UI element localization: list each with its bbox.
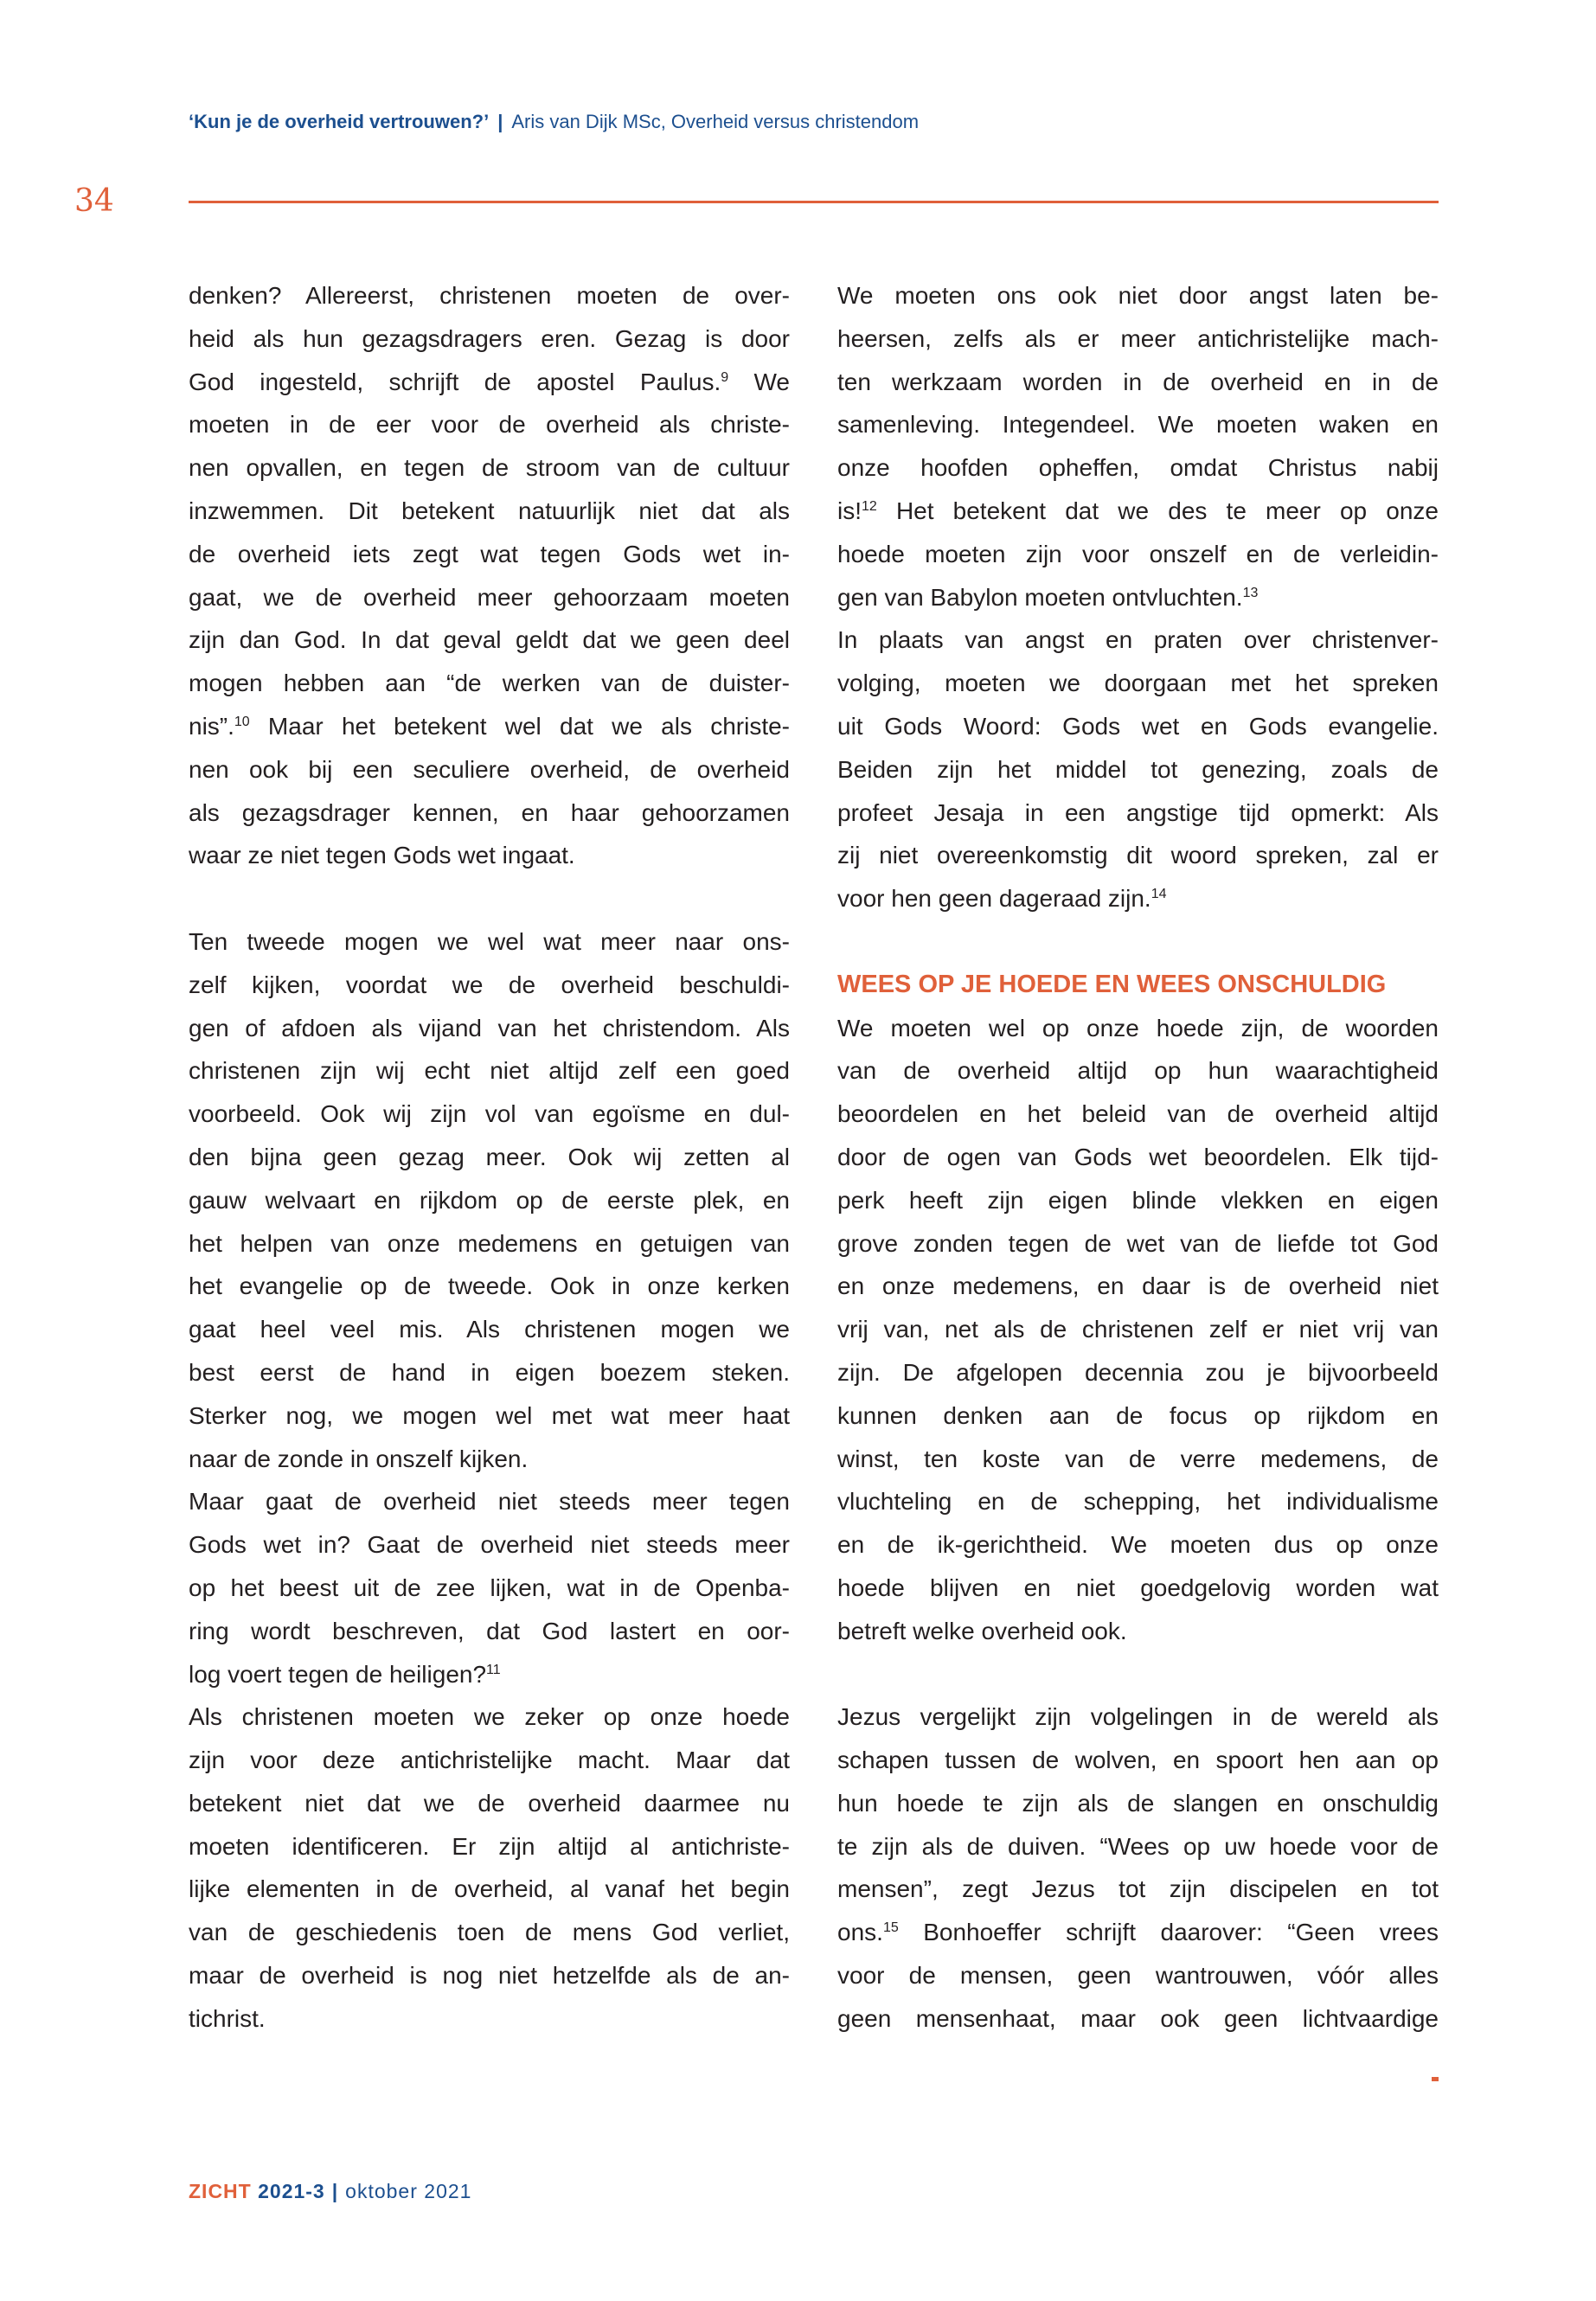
text-line: van de overheid altijd op hun waarachtigheid — [837, 1057, 1439, 1085]
header-rule — [189, 201, 1439, 203]
footer-date: oktober 2021 — [345, 2180, 472, 2202]
text-line: christenen zijn wij echt niet altijd zelf een goed — [189, 1057, 790, 1085]
text-line: Beiden zijn het middel tot genezing, zoals de — [837, 755, 1439, 783]
text-line: We moeten ons ook niet door angst laten be- — [837, 282, 1439, 309]
text-line: winst, ten koste van de verre medemens, de — [837, 1445, 1439, 1472]
text-line: onze hoofden opheffen, omdat Christus nabij — [837, 454, 1439, 482]
text-line: uit Gods Woord: Gods wet en Gods evangelie. — [837, 712, 1439, 740]
paragraph — [837, 1695, 1439, 2040]
text-line: God ingesteld, schrijft de apostel Paulus.$^9$ We — [189, 368, 790, 395]
running-header — [189, 111, 919, 133]
text-line: door de ogen van Gods wet beoordelen. Elk tijd- — [837, 1143, 1439, 1170]
footnote-reference: 13 — [1242, 585, 1259, 600]
footer — [189, 2180, 471, 2203]
text-line: nen opvallen, en tegen de stroom van de cultuur — [189, 454, 790, 482]
text-line: inzwemmen. Dit betekent natuurlijk niet dat als — [189, 497, 790, 524]
text-line: zelf kijken, voordat we de overheid beschuldi- — [189, 971, 790, 998]
footer-separator: | — [331, 2180, 339, 2202]
paragraph-spacer — [837, 920, 1439, 964]
header-separator: | — [497, 111, 503, 132]
text-line: hoede moeten zijn voor onszelf en de verleidin- — [837, 540, 1439, 567]
text-line: denken? Allereerst, christenen moeten de over- — [189, 282, 790, 309]
text-line: het helpen van onze medemens en getuigen van — [189, 1229, 790, 1257]
text-line: het evangelie op de tweede. Ook in onze kerken — [189, 1272, 790, 1300]
section-heading: WEES OP JE HOEDE EN WEES ONSCHULDIG — [837, 970, 1387, 998]
text-line: betreft welke overheid ook. — [837, 1617, 1127, 1644]
paragraph — [189, 1480, 790, 1695]
text-line: tichrist. — [189, 2004, 266, 2032]
footnote-reference: 9 — [721, 369, 729, 385]
text-line: In plaats van angst en praten over christenver- — [837, 626, 1439, 654]
text-line: mogen hebben aan “de werken van de duister- — [189, 670, 790, 697]
text-line: zijn dan God. In dat geval geldt dat we geen deel — [189, 626, 790, 654]
text-line: nen ook bij een seculiere overheid, de overheid — [189, 755, 790, 783]
left-column — [189, 274, 790, 2041]
text-line: log voert tegen de heiligen?$^{11}$ — [189, 1660, 501, 1688]
text-line: hoede blijven en niet goedgelovig worden wat — [837, 1574, 1439, 1601]
right-column — [837, 274, 1439, 2041]
text-line: moeten identificeren. Er zijn altijd al antichriste- — [189, 1832, 790, 1860]
paragraph — [189, 1695, 790, 2040]
article-title: ‘Kun je de overheid vertrouwen?’ — [189, 111, 490, 132]
footnote-reference: 11 — [486, 1662, 501, 1677]
text-line: waar ze niet tegen Gods wet ingaat. — [189, 842, 575, 869]
text-line: ring wordt beschreven, dat God lastert en oor- — [189, 1617, 790, 1644]
text-line: Sterker nog, we mogen wel met wat meer haat — [189, 1401, 790, 1429]
footnote-reference: 15 — [882, 1920, 899, 1936]
text-line: voor de mensen, geen wantrouwen, vóór alles — [837, 1962, 1439, 1990]
footnote-reference: 14 — [1151, 887, 1167, 902]
footer-issue: 2021-3 — [258, 2180, 325, 2202]
text-line: ten werkzaam worden in de overheid en in de — [837, 368, 1439, 395]
text-line: mensen”, zegt Jezus tot zijn discipelen en tot — [837, 1875, 1439, 1903]
text-line: naar de zonde in onszelf kijken. — [189, 1445, 529, 1472]
text-line: moeten in de eer voor de overheid als christe- — [189, 411, 790, 439]
text-line: Maar gaat de overheid niet steeds meer tegen — [189, 1488, 790, 1516]
text-line: kunnen denken aan de focus op rijkdom en — [837, 1401, 1439, 1429]
footer-magazine: ZICHT — [189, 2180, 252, 2202]
paragraph — [189, 274, 790, 877]
paragraph — [837, 1007, 1439, 1653]
page-number: 34 — [74, 183, 114, 219]
paragraph — [837, 274, 1439, 619]
text-line: zijn. De afgelopen decennia zou je bijvoorbeeld — [837, 1358, 1439, 1386]
text-line: gaat heel veel mis. Als christenen mogen we — [189, 1316, 790, 1343]
text-line: hun hoede te zijn als de slangen en onschuldig — [837, 1789, 1439, 1817]
text-line: is!$^{12}$ Het betekent dat we des te meer op onze — [837, 497, 1439, 524]
text-line: betekent niet dat we de overheid daarmee nu — [189, 1789, 790, 1817]
text-line: samenleving. Integendeel. We moeten waken en — [837, 411, 1439, 439]
paragraph — [189, 920, 790, 1480]
article-subtitle: Aris van Dijk MSc, Overheid versus christendom — [511, 111, 920, 132]
footnote-reference: 12 — [862, 498, 877, 514]
text-line: perk heeft zijn eigen blinde vlekken en eigen — [837, 1186, 1439, 1214]
text-line: Gods wet in? Gaat de overheid niet steeds meer — [189, 1531, 790, 1559]
text-line: gen of afdoen als vijand van het christendom. Als — [189, 1014, 790, 1042]
text-line: heersen, zelfs als er meer antichristelijke mach- — [837, 324, 1439, 352]
text-line: lijke elementen in de overheid, al vanaf het begin — [189, 1875, 790, 1903]
text-line: als gezagsdrager kennen, en haar gehoorzamen — [189, 798, 790, 826]
paragraph-spacer — [837, 1653, 1439, 1696]
text-line: te zijn als de duiven. “Wees op uw hoede voor de — [837, 1832, 1439, 1860]
text-line: vrij van, net als de christenen zelf er niet vrij van — [837, 1316, 1439, 1343]
text-line: Jezus vergelijkt zijn volgelingen in de wereld als — [837, 1703, 1439, 1731]
text-line: nis”.$^{10}$ Maar het betekent wel dat we als christe- — [189, 712, 790, 740]
text-line: de overheid iets zegt wat tegen Gods wet in- — [189, 540, 790, 567]
continuation-mark — [1432, 2077, 1439, 2081]
text-line: Ten tweede mogen we wel wat meer naar ons- — [189, 927, 790, 955]
text-line: vluchteling en de schepping, het individualisme — [837, 1488, 1439, 1516]
text-line: van de geschiedenis toen de mens God verliet, — [189, 1919, 790, 1946]
text-line: maar de overheid is nog niet hetzelfde als de an- — [189, 1962, 790, 1990]
text-line: beoordelen en het beleid van de overheid altijd — [837, 1100, 1439, 1128]
text-line: den bijna geen gezag meer. Ook wij zetten al — [189, 1143, 790, 1170]
text-line: en de ik-gerichtheid. We moeten dus op onze — [837, 1531, 1439, 1559]
text-line: voorbeeld. Ook wij zijn vol van egoïsme en dul- — [189, 1100, 790, 1128]
text-line: We moeten wel op onze hoede zijn, de woorden — [837, 1014, 1439, 1042]
paragraph-spacer — [189, 877, 790, 920]
text-line: voor hen geen dageraad zijn.$^{14}$ — [837, 885, 1167, 913]
text-line: volging, moeten we doorgaan met het spreken — [837, 670, 1439, 697]
text-line: en onze medemens, en daar is de overheid niet — [837, 1272, 1439, 1300]
text-line: gaat, we de overheid meer gehoorzaam moeten — [189, 583, 790, 611]
text-line: zijn voor deze antichristelijke macht. Maar dat — [189, 1747, 790, 1774]
text-line: gauw welvaart en rijkdom op de eerste plek, en — [189, 1186, 790, 1214]
footnote-reference: 10 — [234, 714, 250, 729]
text-line: schapen tussen de wolven, en spoort hen aan op — [837, 1747, 1439, 1774]
text-line: ons.$^{15}$ Bonhoeffer schrijft daarover: “Geen vrees — [837, 1919, 1439, 1946]
paragraph — [837, 619, 1439, 920]
text-line: profeet Jesaja in een angstige tijd opmerkt: Als — [837, 798, 1439, 826]
text-line: zij niet overeenkomstig dit woord spreken, zal er — [837, 842, 1439, 869]
text-line: gen van Babylon moeten ontvluchten.$^{13}$ — [837, 583, 1259, 611]
text-line: grove zonden tegen de wet van de liefde tot God — [837, 1229, 1439, 1257]
text-line: op het beest uit de zee lijken, wat in de Openba- — [189, 1574, 790, 1601]
text-line: Als christenen moeten we zeker op onze hoede — [189, 1703, 790, 1731]
text-line: heid als hun gezagsdragers eren. Gezag is door — [189, 324, 790, 352]
text-line: best eerst de hand in eigen boezem steken. — [189, 1358, 790, 1386]
text-line: geen mensenhaat, maar ook geen lichtvaardige — [837, 2004, 1439, 2032]
